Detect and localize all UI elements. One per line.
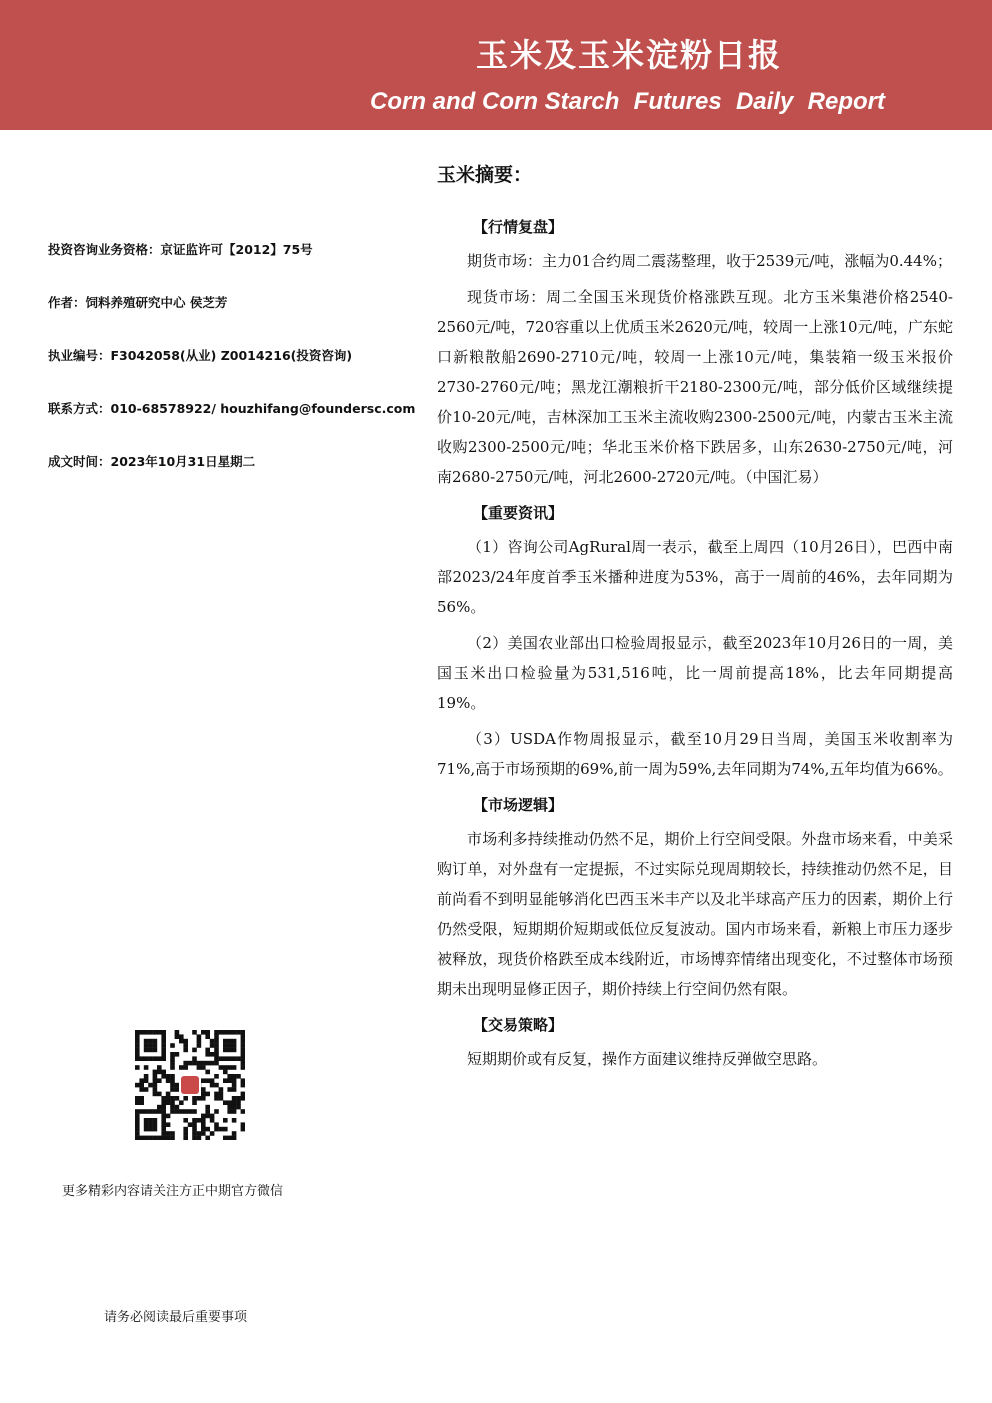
paragraph: 市场利多持续推动仍然不足，期价上行空间受限。外盘市场来看，中美采购订单，对外盘有一定提振，不过实际兑现周期较长，持续推动仍然不足，目前尚看不到明显能够消化巴西玉米丰产以及北半球高产压力的因素，期价上行仍然受限，短期期价短期或低位反复波动。国内市场来看，新粮上市压力逐步被释放，现货价格跌至成本线附近，市场博弈情绪出现变化，不过整体市场预期未出现明显修正因子，期价持续上行空间仍然有限。 — [437, 830, 953, 998]
paragraph: 现货市场：周二全国玉米现货价格涨跌互现。北方玉米集港价格2540-2560元/吨，720容重以上优质玉米2620元/吨，较周一上涨10元/吨，广东蛇口新粮散船2690-2710元/吨，较周一上涨10元/吨，集装箱一级玉米报价2730-2760元/吨；黑龙江潮粮折干2180-2300元/吨，部分低价区域继续提价10-20元/吨，吉林深加工玉米主流收购2300-2500元/吨，内蒙古玉米主流收购2300-2500元/吨；华北玉米价格下跌居多，山东2630-2750元/吨，河南2680-2750元/吨，河北2600-2720元/吨。（中国汇易） — [437, 288, 953, 486]
report-title-en — [370, 88, 885, 116]
contact-line: 联系方式：010-68578922/ houzhifang@foundersc.com — [48, 401, 416, 416]
paragraph: 短期期价或有反复，操作方面建议维持反弹做空思路。 — [467, 1050, 828, 1068]
author-info — [48, 240, 428, 505]
qualification-line: 投资咨询业务资格：京证监许可【2012】75号 — [48, 242, 313, 257]
section-heading-market-review: 【行情复盘】 — [473, 218, 564, 236]
author-line: 作者：饲料养殖研究中心 侯芝芳 — [48, 295, 228, 310]
report-title-en-part: Futures — [633, 88, 722, 115]
paragraph: （2）美国农业部出口检验周报显示，截至2023年10月26日的一周，美国玉米出口检验量为531,516吨，比一周前提高18%，比去年同期提高19%。 — [437, 634, 953, 712]
paragraph: 期货市场：主力01合约周二震荡整理，收于2539元/吨，涨幅为0.44%； — [467, 252, 952, 270]
paragraph: （3）USDA作物周报显示，截至10月29日当周，美国玉米收割率为71%,高于市场预期的69%,前一周为59%,去年同期为74%,五年均值为66%。 — [437, 730, 953, 778]
report-title-en-part: Corn and Corn Starch — [370, 88, 620, 115]
header-banner — [0, 0, 992, 130]
report-title-cn: 玉米及玉米淀粉日报 — [476, 36, 783, 74]
disclaimer-note: 请务必阅读最后重要事项 — [104, 1310, 248, 1325]
summary-title: 玉米摘要： — [437, 164, 533, 186]
qr-caption: 更多精彩内容请关注方正中期官方微信 — [62, 1184, 284, 1199]
section-heading-strategy: 【交易策略】 — [473, 1016, 564, 1034]
date-line: 成文时间：2023年10月31日星期二 — [48, 454, 256, 469]
report-title-en-part: Report — [807, 88, 885, 115]
report-title-en-part: Daily — [735, 88, 794, 115]
section-heading-news: 【重要资讯】 — [473, 504, 564, 522]
license-line: 执业编号：F3042058(从业) Z0014216(投资咨询) — [48, 348, 353, 363]
company-logo-icon — [179, 1074, 201, 1096]
summary-content — [437, 160, 953, 1080]
paragraph: （1）咨询公司AgRural周一表示，截至上周四（10月26日），巴西中南部2023/24年度首季玉米播种进度为53%，高于一周前的46%，去年同期为56%。 — [437, 538, 953, 616]
wechat-qr-code — [135, 1030, 245, 1140]
section-heading-market-logic: 【市场逻辑】 — [473, 796, 564, 814]
